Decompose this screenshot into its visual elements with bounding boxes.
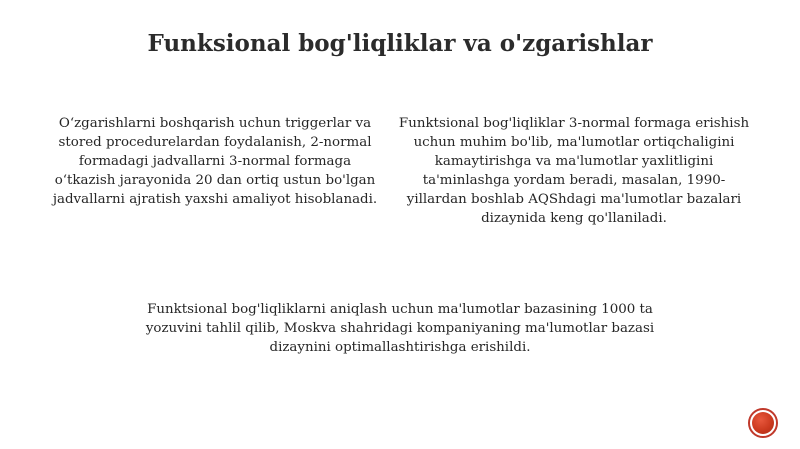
right-paragraph: Funktsional bog'liqliklar 3-normal formaga erishish uchun muhim bo'lib, ma'lumotlar ortiqchaligini kamaytirishga va ma'lumotlar yaxlitligini ta'minlashga yordam beradi, masalan, 1990-yillardan boshlab AQShdagi ma'lumotlar bazalari dizaynida keng qo'llaniladi. [398, 116, 750, 226]
left-paragraph: O‘zgarishlarni boshqarish uchun triggerlar va stored procedurelardan foydalanish, 2-normal formadagi jadvallarni 3-normal formaga o‘tkazish jarayonida 20 dan ortiq ustun bo'lgan jadvallarni ajratish yaxshi amaliyot hisoblanadi. [52, 116, 378, 207]
circle-nav-icon [752, 412, 774, 434]
bottom-paragraph: Funktsional bog'liqliklarni aniqlash uchun ma'lumotlar bazasining 1000 ta yozuvini tahlil qilib, Moskva shahridagi kompaniyaning ma'lumotlar bazasi dizaynini optimallashtirishga erishildi. [145, 302, 655, 355]
slide-title: Funksional bog'liqliklar va o'zgarishlar [147, 30, 653, 57]
slide-nav-button[interactable] [748, 408, 778, 438]
